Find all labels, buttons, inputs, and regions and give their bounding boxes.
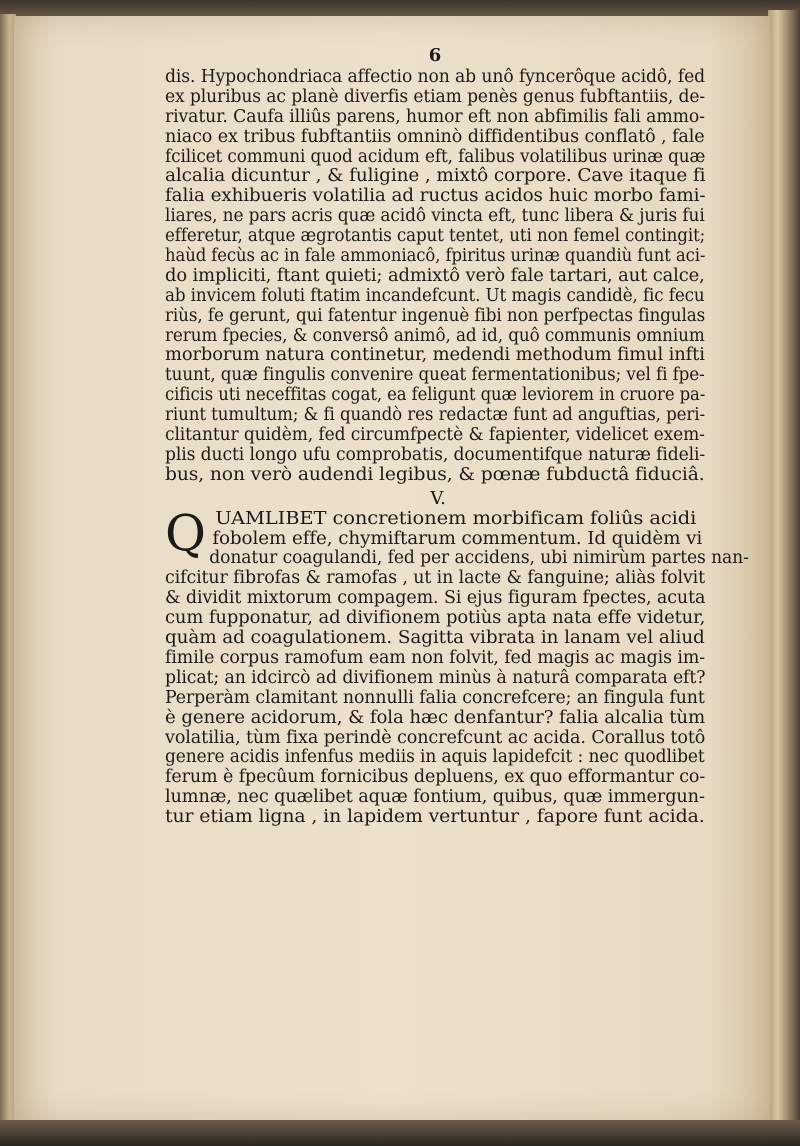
page-number: 6 [428,45,442,66]
text-line: plis ducti longo ufu comprobatis, documentifque naturæ fideli- [165,444,706,465]
text-line: volatilia, tùm fixa perindè concrefcunt ac acida. Corallus totô [165,727,706,748]
book-bottom-edge [0,1120,800,1146]
text-line: donatur coagulandi, fed per accidens, ubi nimirùm partes nan- [209,548,749,569]
text-line: rivatur. Caufa illiûs parens, humor eft non abfimilis fali ammo- [165,106,705,127]
text-line: clitantur quidèm, fed circumfpectè & fapienter, videlicet exem- [165,425,705,446]
text-line: riunt tumultum; & fi quandò res redactæ funt ad anguftias, peri- [165,405,706,426]
text-line: falia exhibueris volatilia ad ructus acidos huic morbo fami- [165,186,706,207]
text-line: bus, non verò audendi legibus, & pœnæ fubductâ fiduciâ. [165,464,705,485]
text-line: lumnæ, nec quælibet aquæ fontium, quibus, quæ immergun- [165,787,705,808]
section-number: V. [430,487,446,509]
text-line: niaco ex tribus fubftantiis omninò diffidentibus conflatô , fale [165,126,705,147]
page-text-block [165,45,749,828]
text-line: & dividit mixtorum compagem. Si ejus figuram fpectes, acuta [165,588,706,609]
text-line: cifcitur fibrofas & ramofas , ut in lacte & fanguine; aliàs folvit [165,568,706,589]
text-line: è genere acidorum, & fola hæc denfantur? falia alcalia tùm [165,707,706,728]
text-line: morborum natura continetur, medendi methodum fimul infti [165,345,705,366]
text-line: plicat; an idcircò ad divifionem minùs à naturâ comparata eft? [165,667,706,688]
text-line: cificis uti neceffitas cogat, ea feligunt quæ leviorem in cruore pa- [165,385,706,406]
text-line: rerum fpecies, & conversô animô, ad id, quô communis omnium [165,325,705,346]
text-line: Perperàm clamitant nonnulli falia concrefcere; an fingula funt [165,687,705,708]
paragraph-1 [165,68,705,486]
text-line: dis. Hypochondriaca affectio non ab unô fyncerôque acidô, fed [165,67,706,87]
drop-cap: Q [165,503,206,562]
text-line: UAMLIBET concretionem morbificam foliûs acidi [215,508,697,529]
text-line: fimile corpus ramofum eam non folvit, fed magis ac magis im- [165,647,705,668]
book-right-page-stack [768,10,800,1146]
text-line: riùs, fe gerunt, qui fatentur ingenuè fibi non perfpectas fingulas [165,305,706,326]
text-line: liares, ne pars acris quæ acidô vincta eft, tunc libera & juris fui [165,206,705,227]
text-line: tuunt, quæ fingulis convenire queat fermentationibus; vel fi fpe- [165,365,705,386]
text-line: efferetur, atque ægrotantis caput tentet, uti non femel contingit; [165,226,706,247]
text-line: haùd fecùs ac in fale ammoniacô, fpiritus urinæ quandiù funt aci- [165,246,706,267]
text-line: ex pluribus ac planè diverfis etiam penès genus fubftantiis, de- [165,86,706,107]
text-line: quàm ad coagulationem. Sagitta vibrata in lanam vel aliud [165,628,705,649]
text-line: ferum è fpecûum fornicibus depluens, ex quo efformantur co- [165,767,706,788]
text-line: do impliciti, ftant quieti; admixtô verò fale tartari, aut calce, [165,265,705,286]
text-line: ab invicem foluti ftatim incandefcunt. Ut magis candidè, fic fecu [165,285,705,306]
text-line: alcalia dicuntur , & fuligine , mixtô corpore. Cave itaque fi [165,166,706,187]
text-line: cum fupponatur, ad divifionem potiùs apta nata effe videtur, [165,608,706,629]
text-line: genere acidis infenfus mediis in aquis lapidefcit : nec quodlibet [165,747,705,768]
text-line: fobolem effe, chymiftarum commentum. Id quidèm vi [212,528,703,549]
text-line: fcilicet communi quod acidum eft, falibus volatilibus urinæ quæ [165,146,706,167]
text-line: tur etiam ligna , in lapidem vertuntur , fapore funt acida. [165,807,705,828]
paragraph-2 [165,503,749,828]
